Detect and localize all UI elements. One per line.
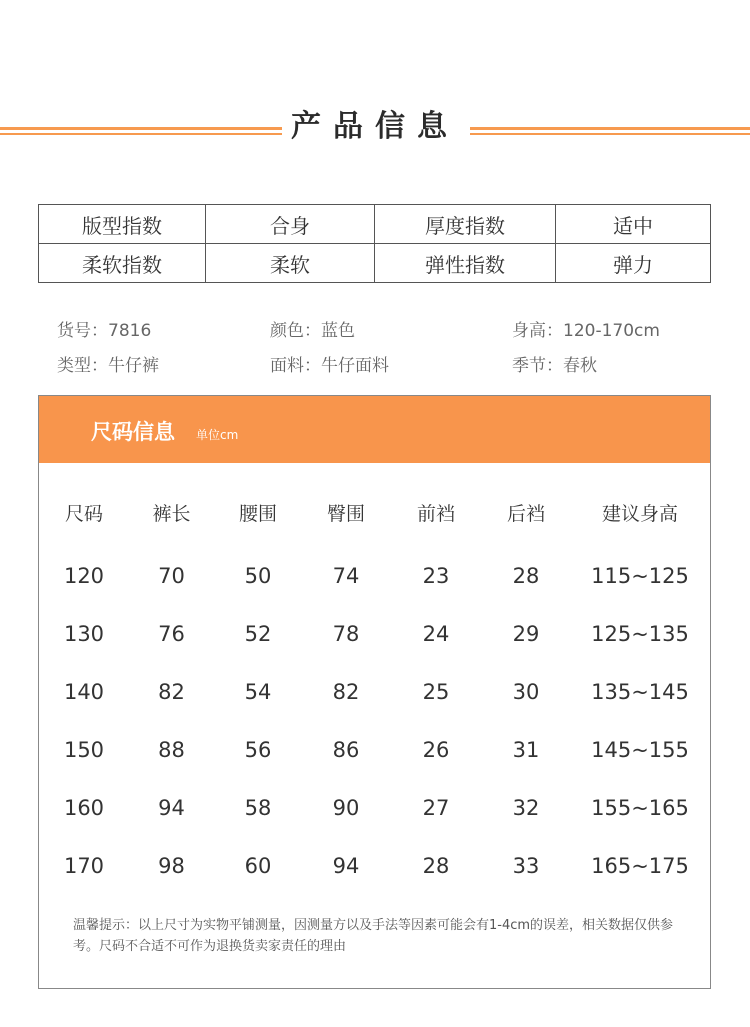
info-color: 颜色：蓝色 [270, 321, 355, 341]
index-cell: 弹性指数 [375, 244, 556, 283]
size-cell: 98 [158, 854, 185, 878]
size-cell: 155~165 [591, 796, 689, 820]
size-cell: 70 [158, 564, 185, 588]
title-line-left-thin [0, 133, 282, 135]
info-fabric: 面料：牛仔面料 [270, 356, 389, 376]
size-header-row [39, 489, 710, 547]
size-cell: 50 [244, 564, 272, 588]
size-cell: 26 [422, 738, 450, 762]
size-cell: 145~155 [591, 738, 689, 762]
size-cell: 120 [63, 564, 105, 588]
size-cell: 33 [512, 854, 540, 878]
size-cell: 25 [422, 680, 450, 704]
table-row [39, 779, 710, 837]
size-cell: 56 [244, 738, 272, 762]
info-type: 类型：牛仔裤 [57, 356, 159, 376]
index-cell: 柔软 [206, 244, 375, 283]
index-cell: 合身 [206, 205, 375, 244]
table-row [39, 721, 710, 779]
index-cell: 厚度指数 [375, 205, 556, 244]
size-cell: 90 [332, 796, 360, 820]
title-line-left [0, 127, 282, 130]
title-line-right-thin [470, 133, 750, 135]
size-cell: 88 [158, 738, 185, 762]
size-note: 温馨提示：以上尺寸为实物平铺测量，因测量方以及手法等因素可能会有1-4cm的误差，相关数据仅供参考。尺码不合适不可作为退换货卖家责任的理由 [73, 918, 674, 954]
size-cell: 32 [512, 796, 540, 820]
size-cell: 29 [512, 622, 540, 646]
size-header-cell: 臀围 [326, 502, 365, 525]
size-cell: 82 [332, 680, 360, 704]
index-row [39, 244, 711, 283]
size-table [39, 489, 710, 895]
size-cell: 76 [158, 622, 185, 646]
size-cell: 150 [63, 738, 105, 762]
size-header-cell: 建议身高 [601, 502, 678, 525]
size-cell: 52 [244, 622, 272, 646]
table-row [39, 547, 710, 605]
table-row [39, 605, 710, 663]
size-cell: 27 [422, 796, 450, 820]
page-title: 产品信息 [291, 109, 459, 144]
section-title-row [0, 102, 750, 152]
size-header-cell: 前裆 [416, 502, 455, 525]
size-cell: 135~145 [591, 680, 689, 704]
size-cell: 125~135 [591, 622, 689, 646]
index-cell: 版型指数 [39, 205, 206, 244]
size-cell: 82 [158, 680, 185, 704]
size-cell: 86 [332, 738, 360, 762]
size-panel [38, 395, 711, 989]
size-panel-title: 尺码信息 [91, 420, 175, 444]
info-item-no: 货号：7816 [57, 321, 152, 341]
size-cell: 23 [422, 564, 450, 588]
size-cell: 160 [63, 796, 105, 820]
size-cell: 58 [244, 796, 272, 820]
size-cell: 24 [422, 622, 450, 646]
size-cell: 170 [63, 854, 105, 878]
size-cell: 94 [158, 796, 185, 820]
size-cell: 140 [63, 680, 105, 704]
size-cell: 60 [244, 854, 272, 878]
size-header-cell: 裤长 [152, 502, 191, 525]
size-cell: 54 [244, 680, 272, 704]
size-cell: 28 [422, 854, 450, 878]
size-cell: 31 [512, 738, 540, 762]
index-row [39, 205, 711, 244]
info-season: 季节：春秋 [512, 356, 597, 376]
size-cell: 78 [332, 622, 360, 646]
index-cell: 适中 [556, 205, 711, 244]
index-cell: 弹力 [556, 244, 711, 283]
size-cell: 115~125 [591, 564, 689, 588]
size-cell: 30 [512, 680, 540, 704]
table-row [39, 837, 710, 895]
size-header-cell: 腰围 [238, 502, 277, 525]
table-row [39, 663, 710, 721]
size-cell: 74 [332, 564, 360, 588]
size-panel-unit: 单位cm [196, 428, 239, 442]
size-cell: 94 [332, 854, 360, 878]
info-height: 身高：120-170cm [512, 321, 660, 341]
index-cell: 柔软指数 [39, 244, 206, 283]
size-header-cell: 后裆 [506, 502, 545, 525]
size-cell: 130 [63, 622, 105, 646]
title-line-right [470, 127, 750, 130]
size-panel-header [39, 396, 710, 463]
index-table [38, 204, 711, 283]
size-cell: 28 [512, 564, 540, 588]
size-cell: 165~175 [591, 854, 689, 878]
size-header-cell: 尺码 [64, 502, 103, 525]
